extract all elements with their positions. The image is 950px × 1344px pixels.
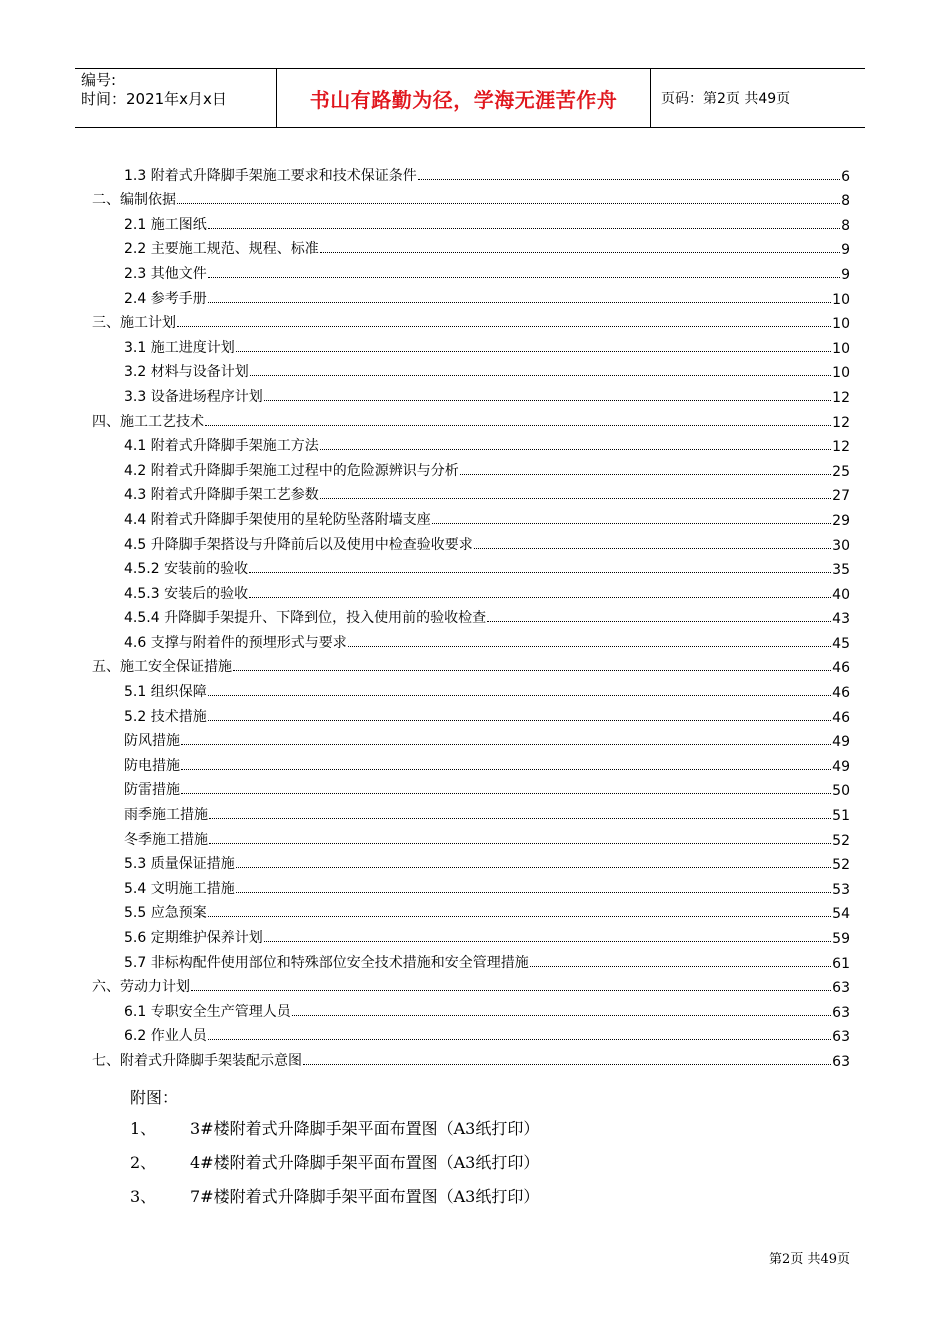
toc-entry-page: 45 bbox=[832, 635, 850, 652]
toc-entry-page: 43 bbox=[832, 611, 850, 628]
toc-entry-page: 46 bbox=[832, 709, 850, 726]
table-of-contents bbox=[92, 160, 850, 1070]
toc-entry-page: 10 bbox=[832, 291, 850, 308]
toc-entry-title: 5.1 组织保障 bbox=[124, 684, 207, 701]
toc-entry[interactable] bbox=[92, 455, 850, 480]
toc-entry[interactable] bbox=[92, 406, 850, 431]
document-number-label: 编号: bbox=[81, 71, 117, 89]
toc-dot-leader bbox=[264, 940, 831, 942]
toc-dot-leader bbox=[348, 645, 831, 647]
toc-dot-leader bbox=[208, 694, 831, 696]
toc-entry-title: 2.2 主要施工规范、规程、标准 bbox=[124, 241, 319, 258]
toc-entry[interactable] bbox=[92, 775, 850, 800]
toc-entry[interactable] bbox=[92, 799, 850, 824]
toc-entry[interactable] bbox=[92, 849, 850, 874]
toc-entry[interactable] bbox=[92, 701, 850, 726]
toc-entry-page: 49 bbox=[832, 734, 850, 751]
toc-entry-page: 52 bbox=[832, 857, 850, 874]
toc-entry-page: 54 bbox=[832, 906, 850, 923]
toc-entry-page: 63 bbox=[832, 1004, 850, 1021]
toc-entry-page: 27 bbox=[832, 488, 850, 505]
toc-dot-leader bbox=[177, 325, 831, 327]
toc-entry-title: 2.3 其他文件 bbox=[124, 265, 207, 282]
toc-entry-title: 2.1 施工图纸 bbox=[124, 216, 207, 233]
toc-dot-leader bbox=[236, 891, 831, 893]
toc-dot-leader bbox=[181, 792, 831, 794]
toc-entry-title: 三、施工计划 bbox=[92, 315, 176, 332]
toc-entry-title: 防电措施 bbox=[124, 757, 180, 774]
toc-entry[interactable] bbox=[92, 972, 850, 997]
toc-entry[interactable] bbox=[92, 996, 850, 1021]
toc-dot-leader bbox=[208, 719, 831, 721]
toc-entry-page: 61 bbox=[832, 955, 850, 972]
toc-dot-leader bbox=[208, 227, 840, 229]
toc-entry[interactable] bbox=[92, 480, 850, 505]
toc-entry-page: 8 bbox=[841, 193, 850, 210]
toc-entry-title: 4.5.4 升降脚手架提升、下降到位，投入使用前的验收检查 bbox=[124, 610, 487, 627]
toc-entry-title: 2.4 参考手册 bbox=[124, 290, 207, 307]
appendix-item bbox=[130, 1112, 540, 1146]
toc-entry-page: 52 bbox=[832, 832, 850, 849]
toc-entry-page: 9 bbox=[841, 242, 850, 259]
toc-entry-page: 50 bbox=[832, 783, 850, 800]
toc-entry-page: 10 bbox=[832, 340, 850, 357]
toc-dot-leader bbox=[208, 1038, 831, 1040]
toc-dot-leader bbox=[208, 915, 831, 917]
toc-entry[interactable] bbox=[92, 504, 850, 529]
toc-entry[interactable] bbox=[92, 357, 850, 382]
toc-entry[interactable] bbox=[92, 627, 850, 652]
appendix-item-number: 2、 bbox=[130, 1153, 157, 1172]
toc-dot-leader bbox=[236, 350, 831, 352]
toc-entry[interactable] bbox=[92, 258, 850, 283]
toc-entry-title: 二、编制依据 bbox=[92, 192, 176, 209]
appendix-item bbox=[130, 1180, 540, 1214]
toc-entry-title: 4.6 支撑与附着件的预埋形式与要求 bbox=[124, 634, 347, 651]
toc-entry-title: 4.5.2 安装前的验收 bbox=[124, 561, 249, 578]
toc-dot-leader bbox=[292, 1014, 831, 1016]
toc-entry-page: 51 bbox=[832, 808, 850, 825]
toc-dot-leader bbox=[181, 743, 831, 745]
toc-dot-leader bbox=[487, 620, 831, 622]
toc-dot-leader bbox=[205, 424, 831, 426]
toc-dot-leader bbox=[249, 571, 831, 573]
toc-dot-leader bbox=[249, 596, 831, 598]
toc-entry[interactable] bbox=[92, 431, 850, 456]
toc-entry-page: 46 bbox=[832, 660, 850, 677]
toc-dot-leader bbox=[209, 842, 831, 844]
header-meta bbox=[75, 69, 277, 127]
toc-entry-title: 5.7 非标构配件使用部位和特殊部位安全技术措施和安全管理措施 bbox=[124, 954, 529, 971]
toc-entry-title: 六、劳动力计划 bbox=[92, 979, 190, 996]
toc-entry[interactable] bbox=[92, 676, 850, 701]
toc-entry-page: 25 bbox=[832, 463, 850, 480]
toc-entry-title: 4.5 升降脚手架搭设与升降前后以及使用中检查验收要求 bbox=[124, 536, 473, 553]
page-header bbox=[75, 68, 865, 128]
toc-entry[interactable] bbox=[92, 652, 850, 677]
toc-entry-page: 12 bbox=[832, 389, 850, 406]
toc-entry-page: 40 bbox=[832, 586, 850, 603]
toc-entry-title: 4.2 附着式升降脚手架施工过程中的危险源辨识与分析 bbox=[124, 462, 459, 479]
toc-entry[interactable] bbox=[92, 750, 850, 775]
toc-entry-title: 五、施工安全保证措施 bbox=[92, 659, 232, 676]
toc-entry[interactable] bbox=[92, 554, 850, 579]
toc-dot-leader bbox=[177, 202, 840, 204]
toc-entry-page: 6 bbox=[841, 168, 850, 185]
toc-entry-page: 53 bbox=[832, 881, 850, 898]
toc-dot-leader bbox=[530, 965, 831, 967]
toc-entry-page: 8 bbox=[841, 217, 850, 234]
toc-entry-title: 防雷措施 bbox=[124, 782, 180, 799]
toc-entry-title: 3.2 材料与设备计划 bbox=[124, 364, 249, 381]
toc-entry-title: 1.3 附着式升降脚手架施工要求和技术保证条件 bbox=[124, 167, 417, 184]
toc-dot-leader bbox=[320, 448, 831, 450]
toc-dot-leader bbox=[418, 178, 840, 180]
toc-entry-page: 46 bbox=[832, 685, 850, 702]
toc-entry-title: 冬季施工措施 bbox=[124, 831, 208, 848]
toc-entry[interactable] bbox=[92, 283, 850, 308]
toc-entry[interactable] bbox=[92, 209, 850, 234]
toc-dot-leader bbox=[250, 374, 831, 376]
toc-entry[interactable] bbox=[92, 603, 850, 628]
toc-dot-leader bbox=[208, 276, 840, 278]
appendix-list bbox=[130, 1112, 540, 1214]
toc-entry[interactable] bbox=[92, 1045, 850, 1070]
toc-entry[interactable] bbox=[92, 922, 850, 947]
toc-entry-page: 63 bbox=[832, 1029, 850, 1046]
toc-entry-title: 4.5.3 安装后的验收 bbox=[124, 585, 249, 602]
toc-entry-page: 49 bbox=[832, 758, 850, 775]
appendix-item bbox=[130, 1146, 540, 1180]
toc-entry-title: 4.3 附着式升降脚手架工艺参数 bbox=[124, 487, 319, 504]
toc-entry[interactable] bbox=[92, 824, 850, 849]
toc-entry-page: 12 bbox=[832, 414, 850, 431]
appendix-item-number: 3、 bbox=[130, 1187, 157, 1206]
appendix-item-text: 4#楼附着式升降脚手架平面布置图（A3纸打印） bbox=[190, 1153, 540, 1172]
toc-entry-title: 6.2 作业人员 bbox=[124, 1028, 207, 1045]
appendix-item-text: 3#楼附着式升降脚手架平面布置图（A3纸打印） bbox=[190, 1119, 540, 1138]
toc-dot-leader bbox=[264, 399, 831, 401]
toc-entry-title: 防风措施 bbox=[124, 733, 180, 750]
toc-entry-title: 4.4 附着式升降脚手架使用的星轮防坠落附墙支座 bbox=[124, 511, 431, 528]
page-footer: 第2页 共49页 bbox=[769, 1252, 850, 1267]
toc-entry[interactable] bbox=[92, 308, 850, 333]
document-time-label: 时间：2021年x月x日 bbox=[81, 90, 227, 108]
toc-entry[interactable] bbox=[92, 332, 850, 357]
toc-entry[interactable] bbox=[92, 947, 850, 972]
toc-entry-page: 63 bbox=[832, 980, 850, 997]
appendix-item-text: 7#楼附着式升降脚手架平面布置图（A3纸打印） bbox=[190, 1187, 540, 1206]
toc-entry-title: 6.1 专职安全生产管理人员 bbox=[124, 1003, 291, 1020]
header-motto: 书山有路勤为径，学海无涯苦作舟 bbox=[277, 69, 651, 127]
toc-dot-leader bbox=[432, 522, 831, 524]
appendix-section bbox=[130, 1084, 540, 1214]
toc-entry-page: 10 bbox=[832, 316, 850, 333]
toc-entry-title: 3.1 施工进度计划 bbox=[124, 339, 235, 356]
toc-entry-title: 5.4 文明施工措施 bbox=[124, 880, 235, 897]
appendix-title: 附图： bbox=[130, 1088, 179, 1107]
toc-entry[interactable] bbox=[92, 873, 850, 898]
toc-entry[interactable] bbox=[92, 578, 850, 603]
toc-entry-title: 5.5 应急预案 bbox=[124, 905, 207, 922]
toc-entry-title: 5.6 定期维护保养计划 bbox=[124, 930, 263, 946]
toc-entry-page: 35 bbox=[832, 562, 850, 579]
toc-entry-title: 3.3 设备进场程序计划 bbox=[124, 388, 263, 405]
toc-dot-leader bbox=[236, 866, 831, 868]
toc-entry-page: 29 bbox=[832, 512, 850, 529]
toc-entry[interactable] bbox=[92, 529, 850, 554]
toc-entry[interactable] bbox=[92, 1021, 850, 1046]
toc-entry[interactable] bbox=[92, 898, 850, 923]
header-page-label: 页码：第2页 共49页 bbox=[661, 91, 791, 107]
toc-entry[interactable] bbox=[92, 185, 850, 210]
toc-entry-page: 59 bbox=[832, 931, 850, 947]
toc-entry-page: 10 bbox=[832, 365, 850, 382]
toc-dot-leader bbox=[191, 989, 831, 991]
toc-dot-leader bbox=[233, 669, 831, 671]
toc-dot-leader bbox=[320, 497, 831, 499]
appendix-item-number: 1、 bbox=[130, 1119, 157, 1138]
toc-dot-leader bbox=[303, 1063, 831, 1065]
toc-entry-title: 5.3 质量保证措施 bbox=[124, 856, 235, 873]
toc-dot-leader bbox=[209, 817, 831, 819]
toc-entry[interactable] bbox=[92, 381, 850, 406]
toc-entry-title: 雨季施工措施 bbox=[124, 807, 208, 824]
toc-entry-page: 9 bbox=[841, 266, 850, 283]
toc-entry-title: 5.2 技术措施 bbox=[124, 708, 207, 725]
toc-dot-leader bbox=[460, 473, 831, 475]
toc-dot-leader bbox=[474, 547, 831, 549]
toc-entry-title: 4.1 附着式升降脚手架施工方法 bbox=[124, 438, 319, 455]
toc-entry-page: 12 bbox=[832, 439, 850, 456]
toc-entry-title: 四、施工工艺技术 bbox=[92, 413, 204, 430]
toc-entry-title: 七、附着式升降脚手架装配示意图 bbox=[92, 1052, 302, 1069]
toc-dot-leader bbox=[208, 301, 831, 303]
toc-entry[interactable] bbox=[92, 160, 850, 185]
toc-entry[interactable] bbox=[92, 234, 850, 259]
toc-entry-page: 63 bbox=[832, 1053, 850, 1070]
toc-entry[interactable] bbox=[92, 726, 850, 751]
toc-entry-page: 30 bbox=[832, 537, 850, 554]
toc-dot-leader bbox=[320, 251, 840, 253]
toc-dot-leader bbox=[181, 768, 831, 770]
